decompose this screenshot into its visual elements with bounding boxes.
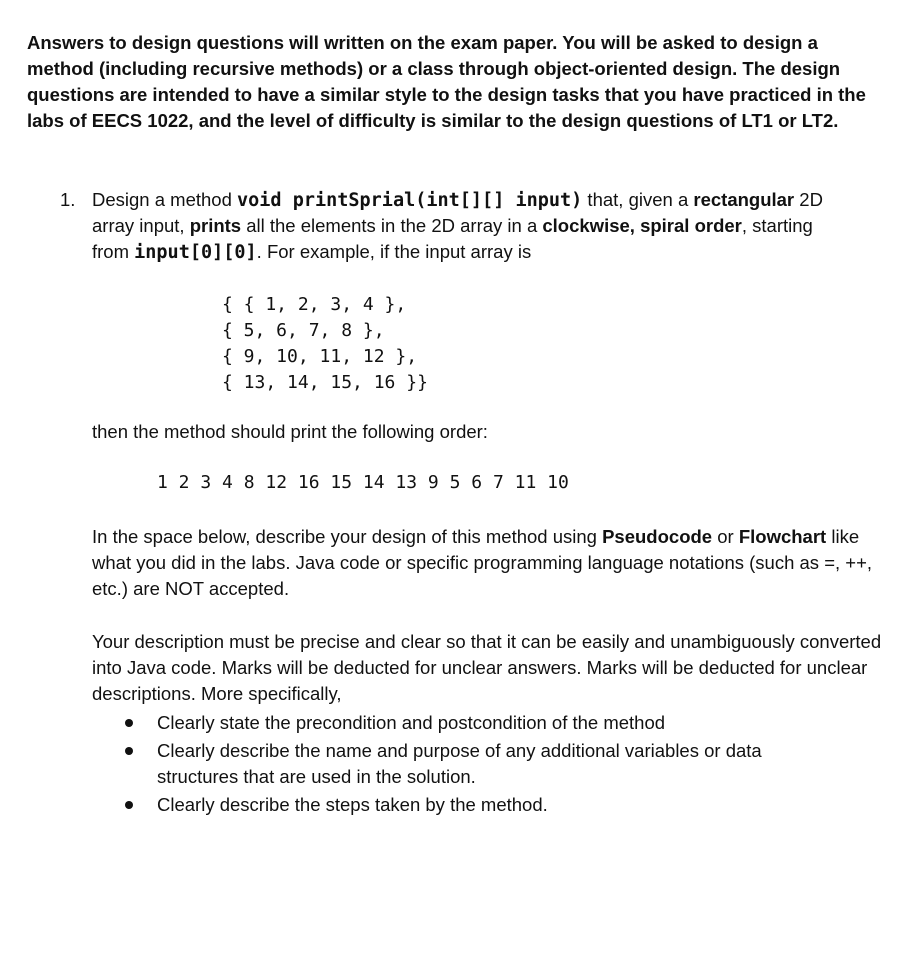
instruction-text: like what you did in the labs. Java code or specific programming language notations (such as =, ++, etc.) are NOT accepted. xyxy=(92,526,873,599)
bullet-icon xyxy=(125,747,133,755)
question-text: all the elements in the 2D array in a xyxy=(241,215,543,236)
order-emphasis: clockwise, spiral order xyxy=(542,215,742,236)
question-number: 1. xyxy=(60,189,76,210)
question-text: . For example, if the input array is xyxy=(256,241,532,262)
output-sequence: 1 2 3 4 8 12 16 15 14 13 9 5 6 7 11 10 xyxy=(157,472,569,493)
bullet-text: Clearly state the precondition and postcondition of the method xyxy=(157,712,666,733)
question-line-3 xyxy=(92,241,531,263)
question-text: , starting xyxy=(741,215,813,236)
intro-paragraph: Answers to design questions will written on the exam paper. You will be asked to design a method (including recursive methods) or a class through object-oriented design. The design questions are intended to have a similar style to the design tasks that you have practiced in the labs of EECS 1022, and the level of difficulty is similar to the design questions of LT1 or LT2. xyxy=(27,32,866,131)
pseudocode-emphasis: Pseudocode xyxy=(602,526,713,547)
start-element-code: input[0][0] xyxy=(134,242,257,263)
rectangular-emphasis: rectangular xyxy=(693,189,795,210)
example-array-row: { 9, 10, 11, 12 }, xyxy=(222,346,418,367)
question-text: that, given a xyxy=(582,189,694,210)
design-instructions-paragraph xyxy=(92,524,882,602)
question-line-1 xyxy=(92,189,823,211)
bullet-text: Clearly describe the name and purpose of any additional variables or data structures that are used in the solution. xyxy=(157,740,762,787)
question-text: Design a method xyxy=(92,189,238,210)
bullet-icon xyxy=(125,801,133,809)
question-text: from xyxy=(92,241,135,262)
instruction-text: In the space below, describe your design of this method using xyxy=(92,526,603,547)
question-text: array input, xyxy=(92,215,190,236)
example-array-row: { 5, 6, 7, 8 }, xyxy=(222,320,385,341)
method-signature: void printSprial(int[][] input) xyxy=(237,190,583,211)
question-line-2 xyxy=(92,215,813,237)
example-array-row: { { 1, 2, 3, 4 }, xyxy=(222,294,407,315)
flowchart-emphasis: Flowchart xyxy=(738,526,827,547)
then-text: then the method should print the following order: xyxy=(92,421,488,442)
example-array-row: { 13, 14, 15, 16 }} xyxy=(222,372,428,393)
instruction-text: or xyxy=(712,526,739,547)
bullet-icon xyxy=(125,719,133,727)
bullet-text: Clearly describe the steps taken by the method. xyxy=(157,794,548,815)
prints-emphasis: prints xyxy=(189,215,242,236)
description-paragraph: Your description must be precise and clear so that it can be easily and unambiguously converted into Java code. Marks will be deducted for unclear answers. Marks will be deducted for unclear descriptions. More specifically, xyxy=(92,631,882,704)
question-text: 2D xyxy=(794,189,823,210)
